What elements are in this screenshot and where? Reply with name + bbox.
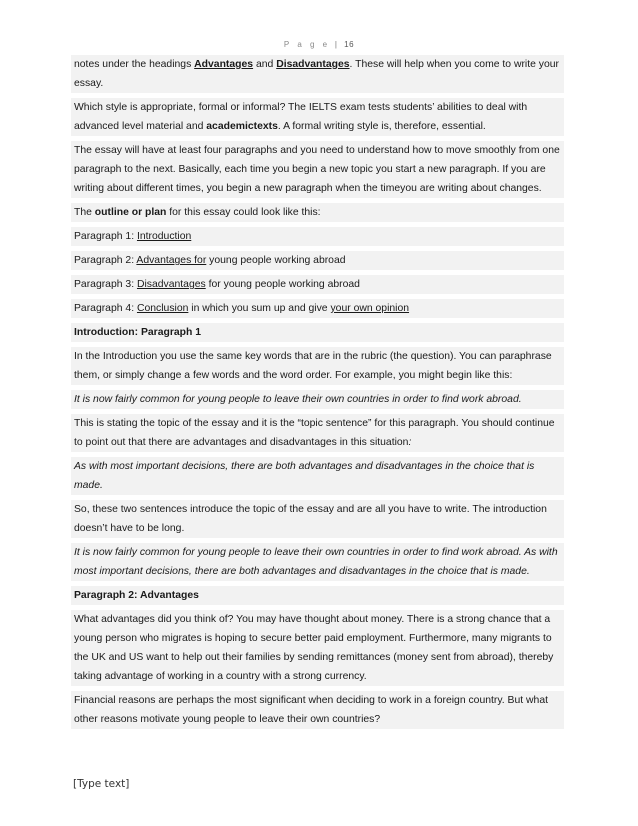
page-number: 16 bbox=[344, 40, 355, 49]
text-run: . A formal writing style is, therefore, essential. bbox=[277, 121, 486, 132]
page-separator: | bbox=[334, 40, 338, 49]
outline-item-3 bbox=[71, 275, 564, 294]
page-header bbox=[0, 40, 638, 49]
outline-item-2 bbox=[71, 251, 564, 270]
paragraph-notes bbox=[71, 55, 564, 93]
text-run: This is stating the topic of the essay and it is the “topic sentence” for this paragraph. You should continue to point out that there are advantages and disadvantages in this situation bbox=[74, 418, 555, 448]
heading-advantages: Paragraph 2: Advantages bbox=[71, 586, 564, 605]
disadvantages-heading-ref: Disadvantages bbox=[276, 59, 350, 70]
example-introduction: It is now fairly common for young people to leave their own countries in order to find work abroad. As with most important decisions, there are both advantages and disadvantages in the choice that is made. bbox=[71, 543, 564, 581]
text-run: notes under the headings bbox=[74, 59, 195, 70]
text-run: Which style is appropriate, formal or informal? The IELTS exam tests students’ abilities to deal with advanced level material and bbox=[74, 102, 528, 132]
text-run: Paragraph 2: bbox=[74, 255, 137, 266]
text-run: young people working abroad bbox=[206, 255, 346, 266]
page-label: P a g e bbox=[283, 40, 331, 49]
example-sentence-1: It is now fairly common for young people to leave their own countries in order to find work abroad. bbox=[71, 390, 564, 409]
text-run: Paragraph 4: bbox=[74, 303, 137, 314]
text-run: for young people working abroad bbox=[205, 279, 360, 290]
text-run: : bbox=[408, 437, 412, 448]
outline-link[interactable]: Introduction bbox=[136, 231, 192, 242]
paragraph-introduction: In the Introduction you use the same key words that are in the rubric (the question). You can paraphrase them, or simply change a few words and the word order. For example, you might begin like this: bbox=[71, 347, 564, 385]
paragraph-outline-intro bbox=[71, 203, 564, 222]
outline-link[interactable]: Conclusion bbox=[136, 303, 189, 314]
text-run: and bbox=[253, 59, 277, 70]
heading-introduction: Introduction: Paragraph 1 bbox=[71, 323, 564, 342]
text-run: in which you sum up and give bbox=[188, 303, 331, 314]
outline-link[interactable]: your own opinion bbox=[330, 303, 410, 314]
outline-item-1 bbox=[71, 227, 564, 246]
paragraph-topic-sentence bbox=[71, 414, 564, 452]
document-body bbox=[71, 55, 564, 734]
bold-text: academictexts bbox=[206, 121, 278, 132]
outline-link[interactable]: Disadvantages bbox=[136, 279, 206, 290]
paragraph-summary: So, these two sentences introduce the topic of the essay and are all you have to write. The introduction doesn’t have to be long. bbox=[71, 500, 564, 538]
text-run: for this essay could look like this: bbox=[166, 207, 321, 218]
text-run: Paragraph 3: bbox=[74, 279, 137, 290]
text-run: Paragraph 1: bbox=[74, 231, 137, 242]
paragraph-style bbox=[71, 98, 564, 136]
page-footer: [Type text] bbox=[73, 778, 130, 790]
paragraph-advantages: What advantages did you think of? You may have thought about money. There is a strong chance that a young person who migrates is hoping to secure better paid employment. Furthermore, many migrants to the UK and US want to help out their families by sending remittances (money sent from abroad), thereby taking advantage of working in a country with a strong currency. bbox=[71, 610, 564, 686]
paragraph-financial: Financial reasons are perhaps the most significant when deciding to work in a foreign country. But what other reasons motivate young people to leave their own countries? bbox=[71, 691, 564, 729]
text-run: . These will help when you come to write your essay. bbox=[74, 59, 559, 89]
example-sentence-2: As with most important decisions, there are both advantages and disadvantages in the choice that is made. bbox=[71, 457, 564, 495]
advantages-heading-ref: Advantages bbox=[194, 59, 254, 70]
text-run: The bbox=[74, 207, 95, 218]
outline-item-4 bbox=[71, 299, 564, 318]
paragraph-structure: The essay will have at least four paragraphs and you need to understand how to move smoothly from one paragraph to the next. Basically, each time you begin a new topic you start a new paragraph. If you are writing about different times, you begin a new paragraph when the timeyou are writing about changes. bbox=[71, 141, 564, 198]
outline-link[interactable]: Advantages for bbox=[136, 255, 207, 266]
bold-text: outline or plan bbox=[94, 207, 167, 218]
